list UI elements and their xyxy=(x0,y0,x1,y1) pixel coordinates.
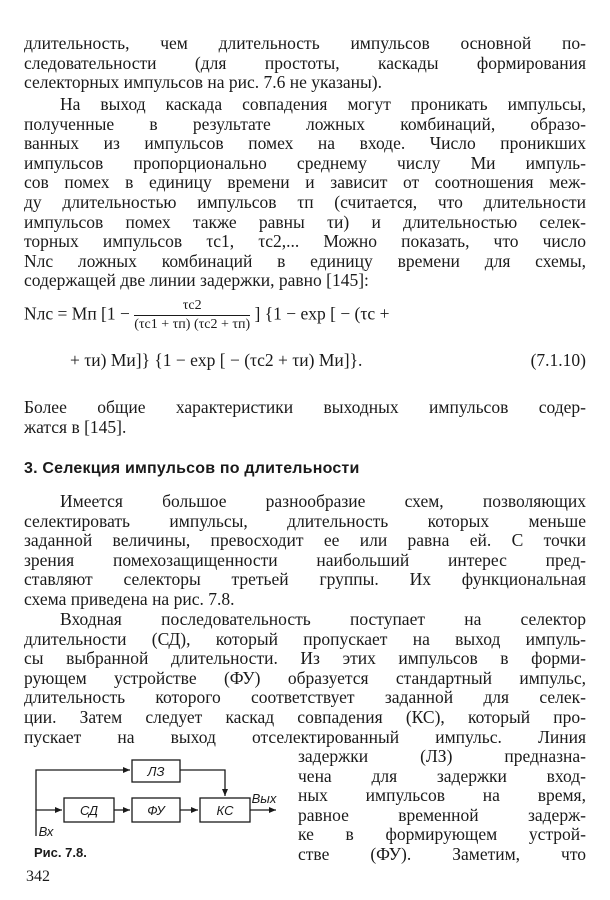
fraction-numerator: τс2 xyxy=(134,298,250,316)
text-line: Более общие характеристики выходных импульсов содер- xyxy=(24,397,586,417)
label-input: Вх xyxy=(38,824,54,839)
figure-caption: Рис. 7.8. xyxy=(34,845,87,860)
paragraph-side-text xyxy=(298,747,586,865)
text-line: Nлс ложных комбинаций в единицу времени для схемы, xyxy=(24,250,586,271)
paragraph-continuation xyxy=(24,34,586,93)
text-line: ванных из импульсов помех на входе. Число проникших xyxy=(24,133,586,154)
text-line: пускает на выход отселектированный импульс. Линия xyxy=(24,726,586,747)
text-line: селектировать импульсы, длительность которых меньше xyxy=(24,510,586,531)
text-line: На выход каскада совпадения могут проникать импульсы, xyxy=(60,94,586,114)
text-line: длительность которого соответствует заданной для селек- xyxy=(24,687,586,708)
text-line: схема приведена на рис. 7.8. xyxy=(24,588,235,609)
text-line: зрения помехозащищенности наибольший интерес пред- xyxy=(24,549,586,570)
equation-lhs: Nлс = Mп [1 − xyxy=(24,303,130,324)
page-number: 342 xyxy=(26,868,50,885)
paragraph-false-combinations xyxy=(24,95,586,291)
text-line: стве (ФУ). Заметим, что xyxy=(298,843,586,864)
paragraph-general-characteristics xyxy=(24,398,586,437)
equation-fraction xyxy=(134,298,250,333)
label-lz: ЛЗ xyxy=(147,764,165,779)
text-line: жатся в [145]. xyxy=(24,416,127,437)
label-ks: КС xyxy=(216,803,234,818)
paragraph-input-sequence xyxy=(24,610,586,747)
text-line: ду длительностью импульсов τп (считается, что длительности xyxy=(24,191,586,212)
paragraph-selector-schemes xyxy=(24,492,586,610)
text-line: Входная последовательность поступает на селектор xyxy=(60,609,586,629)
text-line: ке в формирующем устрой- xyxy=(298,824,586,845)
text-line: следовательности (для простоты, каскады формирования xyxy=(24,52,586,73)
text-line: Имеется большое разнообразие схем, позволяющих xyxy=(60,491,586,511)
text-line: длительность, чем длительность импульсов основной по- xyxy=(24,33,586,53)
text-line: ставляют селекторы третьей группы. Их функциональная xyxy=(24,569,586,590)
text-line: содержащей две линии задержки, равно [145]: xyxy=(24,270,369,291)
text-line: задержки (ЛЗ) предназна- xyxy=(298,746,586,766)
text-line: торных импульсов τс1, τс2,... Можно показать, что число xyxy=(24,231,586,252)
equation-number: (7.1.10) xyxy=(530,350,586,370)
text-line: длительности (СД), который пропускает на выход импуль- xyxy=(24,628,586,649)
section-heading: 3. Селекция импульсов по длительности xyxy=(24,460,360,477)
text-line: импульсов помех также равны τи) и длительностью селек- xyxy=(24,211,586,232)
text-line: чена для задержки вход- xyxy=(298,765,586,786)
equation-row-1 xyxy=(24,298,389,333)
text-line: заданной величины, превосходит ее или равна ей. С точки xyxy=(24,530,586,551)
text-line: сы выбранной длительности. Из этих импульсов в форми- xyxy=(24,648,586,669)
text-line: ции. Затем следует каскад совпадения (КС), который про- xyxy=(24,706,586,727)
text-line: селекторных импульсов на рис. 7.6 не указаны). xyxy=(24,72,382,93)
label-output: Вых xyxy=(251,791,277,806)
text-line: рующем устройстве (ФУ) образуется стандартный импульс, xyxy=(24,667,586,688)
figure-7-8-diagram xyxy=(28,748,278,840)
text-line: полученные в результате ложных комбинаций, образо- xyxy=(24,113,586,134)
label-sd: СД xyxy=(79,803,99,818)
text-line: ных импульсов на время, xyxy=(298,785,586,806)
wire-lz-ks xyxy=(180,770,225,796)
text-line: равное временной задерж- xyxy=(298,804,586,825)
label-fu: ФУ xyxy=(147,803,165,818)
equation-row2-text: + τи) Mи]} {1 − exp [ − (τс2 + τи) Mи]}. xyxy=(70,350,363,370)
text-line: сов помех в единицу времени и зависит от соотношения меж- xyxy=(24,172,586,193)
text-line: импульсов пропорционально среднему числу Mи импуль- xyxy=(24,152,586,173)
fraction-denominator: (τс1 + τп) (τс2 + τп) xyxy=(134,317,251,332)
equation-row1-tail: ] {1 − exp [ − (τс + xyxy=(254,303,390,324)
